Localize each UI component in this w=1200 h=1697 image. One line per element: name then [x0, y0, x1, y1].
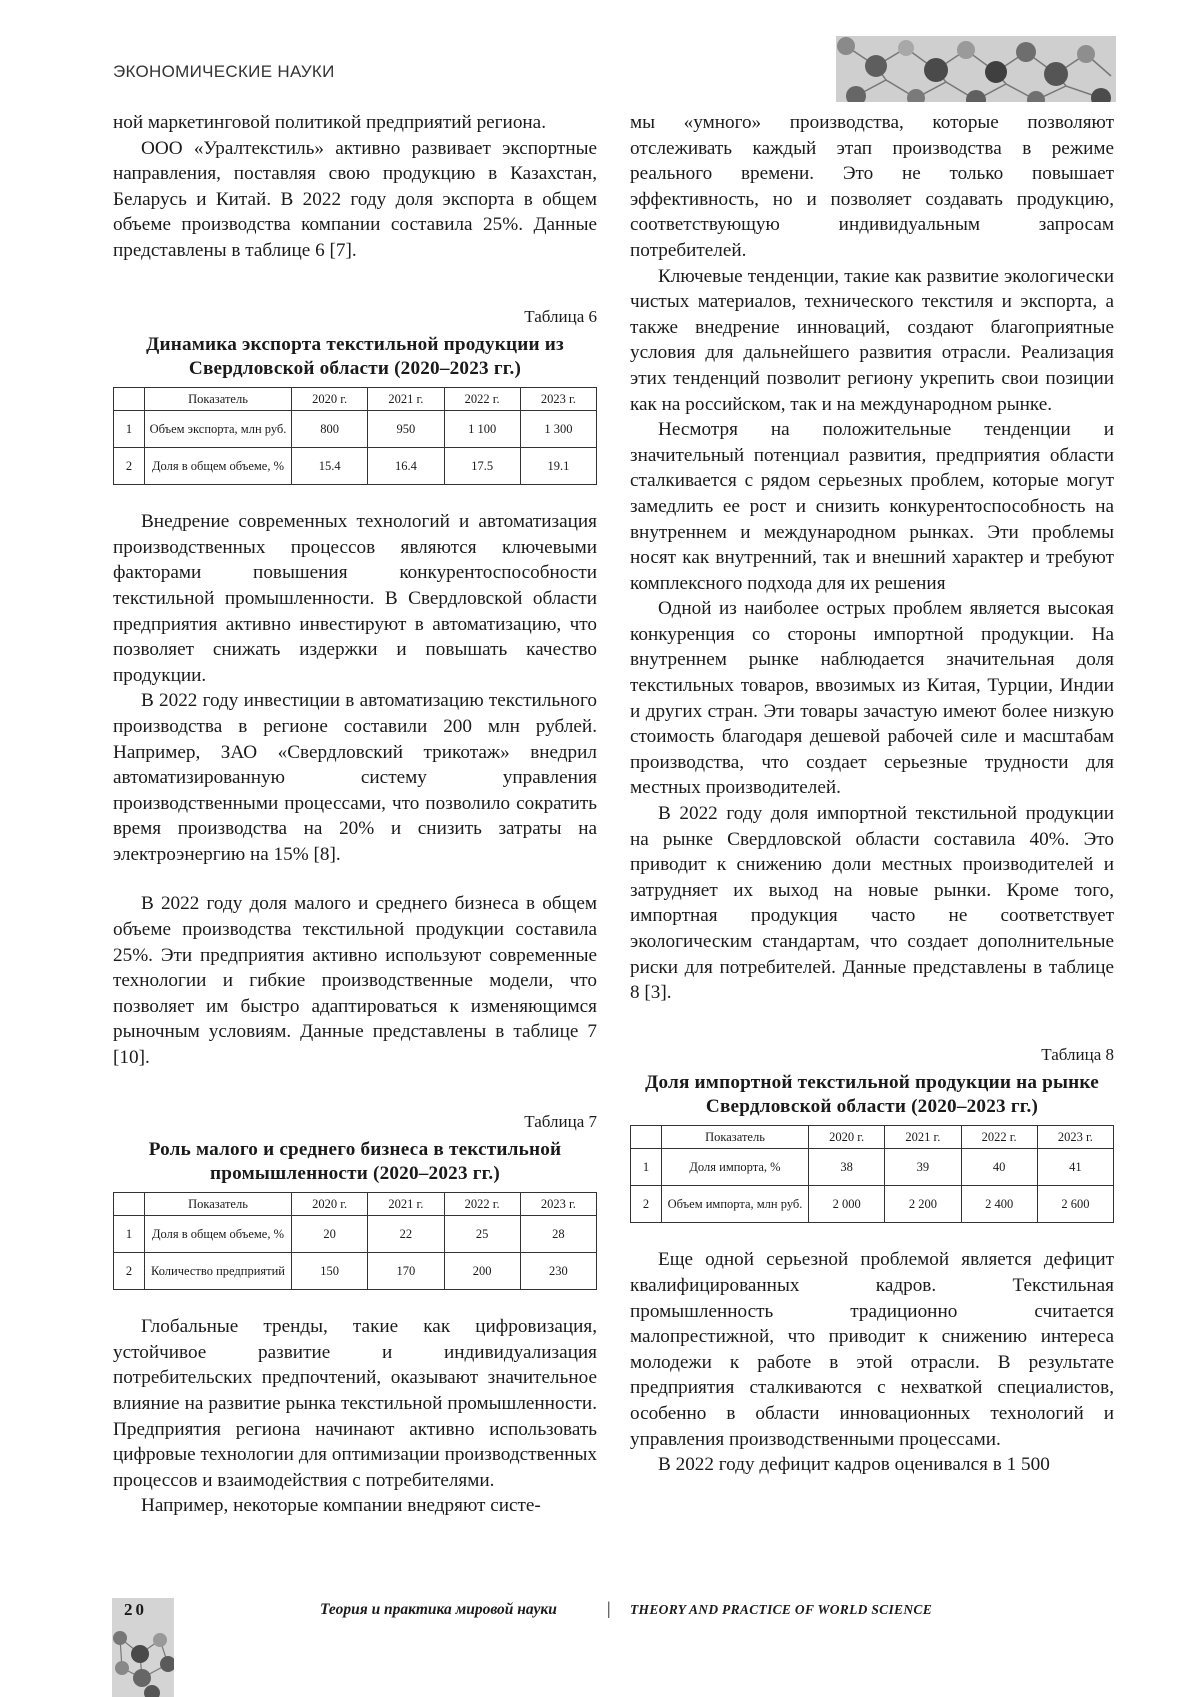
table-header: 2020 г. — [292, 1193, 368, 1216]
table-cell: Объем экспорта, млн руб. — [145, 411, 292, 448]
table-row — [631, 1186, 1114, 1223]
table-cell: 230 — [520, 1253, 596, 1290]
table-cell: 2 600 — [1037, 1186, 1113, 1223]
paragraph: ООО «Уралтекстиль» активно развивает экспортные направления, поставляя свою продукцию в Казахстан, Беларусь и Китай. В 2022 году доля экспорта в общем объеме производства компании составила 25%. Данные представлены в таблице 6 [7]. — [113, 137, 597, 261]
table-cell: 22 — [368, 1216, 444, 1253]
table-header: Показатель — [662, 1126, 809, 1149]
paragraph: В 2022 году инвестиции в автоматизацию текстильного производства в регионе составили 200 млн рублей. Например, ЗАО «Свердловский трикотаж» внедрил автоматизированную систему управления производственными процессами, что позволило сократить время производства на 20% и снизить затраты на электроэнергию на 15% [8]. — [113, 690, 597, 865]
table-cell: 2 000 — [809, 1186, 885, 1223]
paragraph: Глобальные тренды, такие как цифровизация, устойчивое развитие и индивидуализация потребительских предпочтений, оказывают значительное влияние на развитие рынка текстильной промышленности. Предприятия региона начинают активно использовать цифровые технологии для оптимизации производственных процессов и взаимодействия с потребителями. — [113, 1316, 597, 1491]
table-cell: 2 200 — [885, 1186, 961, 1223]
table-cell: 17.5 — [444, 448, 520, 485]
table-header: 2020 г. — [809, 1126, 885, 1149]
table-header: 2023 г. — [1037, 1126, 1113, 1149]
table-cell: 16.4 — [368, 448, 444, 485]
table-row — [114, 1253, 597, 1290]
paragraph: Несмотря на положительные тенденции и значительный потенциал развития, предприятия области сталкивается с рядом серьезных проблем, которые могут замедлить ее рост и снизить конкурентоспособность на внутреннем и международном рынках. Эти проблемы носят как внутренний, так и внешний характер и требуют комплексного подхода для их решения — [630, 419, 1114, 594]
table-row — [631, 1149, 1114, 1186]
table-header: Показатель — [145, 388, 292, 411]
left-column — [113, 110, 597, 1519]
page-number: 20 — [124, 1600, 147, 1619]
table-header: 2021 г. — [368, 388, 444, 411]
table-cell: 28 — [520, 1216, 596, 1253]
table-cell: 1 300 — [520, 411, 596, 448]
footer-separator: | — [607, 1598, 611, 1618]
table-cell: 38 — [809, 1149, 885, 1186]
table-cell: Доля в общем объеме, % — [145, 448, 292, 485]
table-cell: 15.4 — [292, 448, 368, 485]
table-header: 2023 г. — [520, 1193, 596, 1216]
table-cell: 39 — [885, 1149, 961, 1186]
table-cell: 2 400 — [961, 1186, 1037, 1223]
paragraph: Например, некоторые компании внедряют систе- — [141, 1495, 541, 1517]
paragraph: Еще одной серьезной проблемой является дефицит квалифицированных кадров. Текстильная промышленность традиционно считается малопрестижной, что приводит к снижению интереса молодежи к работе в этой отрасли. В результате предприятия сталкиваются с нехваткой специалистов, особенно в области инновационных технологий и управления производственными процессами. — [630, 1249, 1114, 1450]
table-6 — [113, 387, 597, 485]
table-cell: 2 — [631, 1186, 662, 1223]
table-header — [114, 388, 145, 411]
table-cell: Количество предприятий — [145, 1253, 292, 1290]
right-column — [630, 110, 1114, 1478]
table-8-label: Таблица 8 — [1041, 1044, 1114, 1064]
table-cell: 19.1 — [520, 448, 596, 485]
table-cell: 200 — [444, 1253, 520, 1290]
table-cell: 40 — [961, 1149, 1037, 1186]
table-header: Показатель — [145, 1193, 292, 1216]
table-header: 2022 г. — [961, 1126, 1037, 1149]
table-8-title: Доля импортной текстильной продукции на рынке Свердловской области (2020–2023 гг.) — [645, 1072, 1099, 1118]
table-cell: 2 — [114, 448, 145, 485]
table-7-label: Таблица 7 — [524, 1111, 597, 1131]
table-cell: 20 — [292, 1216, 368, 1253]
paragraph: В 2022 году доля импортной текстильной продукции на рынке Свердловской области составила 40%. Это приводит к снижению доли местных производителей и затрудняет их выход на новые рынки. Кроме того, импортная продукция часто не соответствует экологическим стандартам, что создает дополнительные риски для потребителей. Данные представлены в таблице 8 [3]. — [630, 803, 1114, 1004]
paragraph: В 2022 году дефицит кадров оценивался в 1 500 — [658, 1454, 1050, 1476]
table-6-label: Таблица 6 — [524, 306, 597, 326]
table-cell: Доля в общем объеме, % — [145, 1216, 292, 1253]
table-cell: 1 — [631, 1149, 662, 1186]
table-cell: 950 — [368, 411, 444, 448]
journal-title-en: THEORY AND PRACTICE OF WORLD SCIENCE — [630, 1602, 932, 1617]
table-row — [114, 1216, 597, 1253]
table-cell: 1 — [114, 411, 145, 448]
table-cell: 2 — [114, 1253, 145, 1290]
table-cell: 1 100 — [444, 411, 520, 448]
table-header: 2022 г. — [444, 388, 520, 411]
table-header: 2021 г. — [885, 1126, 961, 1149]
table-header — [114, 1193, 145, 1216]
table-7 — [113, 1192, 597, 1290]
journal-title-ru: Теория и практика мировой науки — [320, 1601, 557, 1618]
table-cell: 800 — [292, 411, 368, 448]
paragraph: Внедрение современных технологий и автоматизация производственных процессов являются ключевыми факторами повышения конкурентоспособности текстильной промышленности. В Свердловской области предприятия активно инвестируют в автоматизацию, что позволяет снижать издержки и повышать качество продукции. — [113, 511, 597, 686]
table-cell: 1 — [114, 1216, 145, 1253]
paragraph: ной маркетинговой политикой предприятий региона. — [113, 112, 547, 133]
paragraph: Ключевые тенденции, такие как развитие экологически чистых материалов, технического текстиля и экспорта, а также внедрение инноваций, создают благоприятные условия для дальнейшего развития отрасли. Реализация этих тенденций позволит региону укрепить свои позиции как на российском, так и на международном рынке. — [630, 265, 1114, 415]
paragraph: Одной из наиболее острых проблем является высокая конкуренция со стороны импортной продукции. На внутреннем рынке наблюдается значительная доля текстильных товаров, ввозимых из Китая, Турции, Индии и других стран. Эти товары зачастую имеют более низкую стоимость благодаря дешевой рабочей силе и масштабам производства, что создает серьезные трудности для местных производителей. — [630, 598, 1114, 799]
table-row — [114, 411, 597, 448]
table-row — [114, 448, 597, 485]
table-header: 2023 г. — [520, 388, 596, 411]
molecule-decoration — [836, 36, 1116, 102]
table-cell: 25 — [444, 1216, 520, 1253]
table-header: 2021 г. — [368, 1193, 444, 1216]
table-header: 2022 г. — [444, 1193, 520, 1216]
table-6-title: Динамика экспорта текстильной продукции из Свердловской области (2020–2023 гг.) — [146, 334, 564, 380]
table-cell: 41 — [1037, 1149, 1113, 1186]
table-cell: 150 — [292, 1253, 368, 1290]
table-7-title: Роль малого и среднего бизнеса в текстильной промышленности (2020–2023 гг.) — [148, 1139, 562, 1185]
section-header: ЭКОНОМИЧЕСКИЕ НАУКИ — [113, 62, 335, 81]
table-cell: 170 — [368, 1253, 444, 1290]
table-cell: Объем импорта, млн руб. — [662, 1186, 809, 1223]
table-8 — [630, 1125, 1114, 1223]
table-header — [631, 1126, 662, 1149]
table-header: 2020 г. — [292, 388, 368, 411]
table-cell: Доля импорта, % — [662, 1149, 809, 1186]
paragraph: мы «умного» производства, которые позволяют отслеживать каждый этап производства в режиме реального времени. Это не только повышает эффективность, но и позволяет создавать продукцию, соответствующую индивидуальным запросам потребителей. — [630, 112, 1114, 261]
paragraph: В 2022 году доля малого и среднего бизнеса в общем объеме производства текстильной продукции составила 25%. Эти предприятия активно используют современные технологии и гибкие производственные модели, что позволяет им быстро адаптироваться к изменяющимся рыночным условиям. Данные представлены в таблице 7 [10]. — [113, 893, 597, 1069]
